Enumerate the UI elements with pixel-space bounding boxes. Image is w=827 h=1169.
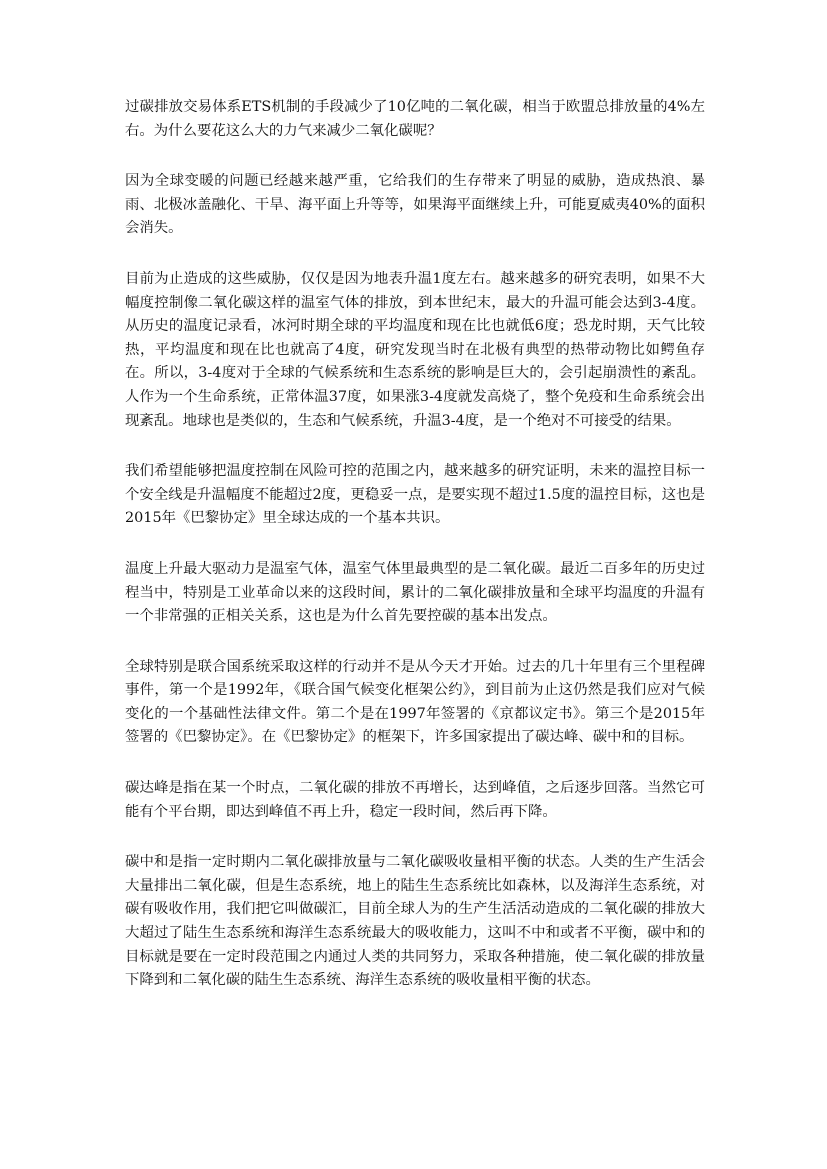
paragraph-milestones: 全球特别是联合国系统采取这样的行动并不是从今天才开始。过去的几十年里有三个里程碑事件，第一个是1992年，《联合国气候变化框架公约》，到目前为止这仍然是我们应对气候变化的一个基础性法律文件。第二个是在1997年签署的《京都议定书》。第三个是2015年签署的《巴黎协定》。在《巴黎协定》的框架下，许多国家提出了碳达峰、碳中和的目标。 (125, 658, 705, 746)
paragraph-carbon-neutrality: 碳中和是指一定时期内二氧化碳排放量与二氧化碳吸收量相平衡的状态。人类的生产生活会大量排出二氧化碳，但是生态系统，地上的陆生生态系统比如森林，以及海洋生态系统，对碳有吸收作用，我们把它叫做碳汇，目前全球人为的生产生活活动造成的二氧化碳的排放大大超过了陆生生态系统和海洋生态系统最大的吸收能力，这叫不中和或者不平衡，碳中和的目标就是要在一定时段范围之内通过人类的共同努力，采取各种措施，使二氧化碳的排放量下降到和二氧化碳的陆生生态系统、海洋生态系统的吸收量相平衡的状态。 (125, 854, 705, 989)
document-body (125, 96, 705, 1020)
paragraph-temperature-target: 我们希望能够把温度控制在风险可控的范围之内，越来越多的研究证明，未来的温控目标一个安全线是升温幅度不能超过2度，更稳妥一点，是要实现不超过1.5度的温控目标，这也是2015年《巴黎协定》里全球达成的一个基本共识。 (125, 463, 705, 527)
paragraph-greenhouse-gases: 温度上升最大驱动力是温室气体，温室气体里最典型的是二氧化碳。最近二百多年的历史过程当中，特别是工业革命以来的这段时间，累计的二氧化碳排放量和全球平均温度的升温有一个非常强的正相关关系，这也是为什么首先要控碳的基本出发点。 (125, 560, 705, 625)
paragraph-ets-reduction: 过碳排放交易体系ETS机制的手段减少了10亿吨的二氧化碳，相当于欧盟总排放量的4%左右。为什么要花这么大的力气来减少二氧化碳呢？ (125, 99, 705, 139)
paragraph-temperature-rise: 目前为止造成的这些威胁，仅仅是因为地表升温1度左右。越来越多的研究表明，如果不大幅度控制像二氧化碳这样的温室气体的排放，到本世纪末，最大的升温可能会达到3-4度。从历史的温度记录看，冰河时期全球的平均温度和现在比也就低6度；恐龙时期，天气比较热，平均温度和现在比也就高了4度，研究发现当时在北极有典型的热带动物比如鳄鱼存在。所以，3-4度对于全球的气候系统和生态系统的影响是巨大的，会引起崩溃性的紊乱。人作为一个生命系统，正常体温37度，如果涨3-4度就发高烧了，整个免疫和生命系统会出现紊乱。地球也是类似的，生态和气候系统，升温3-4度，是一个绝对不可接受的结果。 (125, 270, 705, 429)
paragraph-global-warming-threats: 因为全球变暖的问题已经越来越严重，它给我们的生存带来了明显的威胁，造成热浪、暴雨、北极冰盖融化、干旱、海平面上升等等，如果海平面继续上升，可能夏威夷40%的面积会消失。 (125, 173, 705, 237)
paragraph-carbon-peak: 碳达峰是指在某一个时点，二氧化碳的排放不再增长，达到峰值，之后逐步回落。当然它可能有个平台期，即达到峰值不再上升，稳定一段时间，然后再下降。 (125, 780, 705, 820)
